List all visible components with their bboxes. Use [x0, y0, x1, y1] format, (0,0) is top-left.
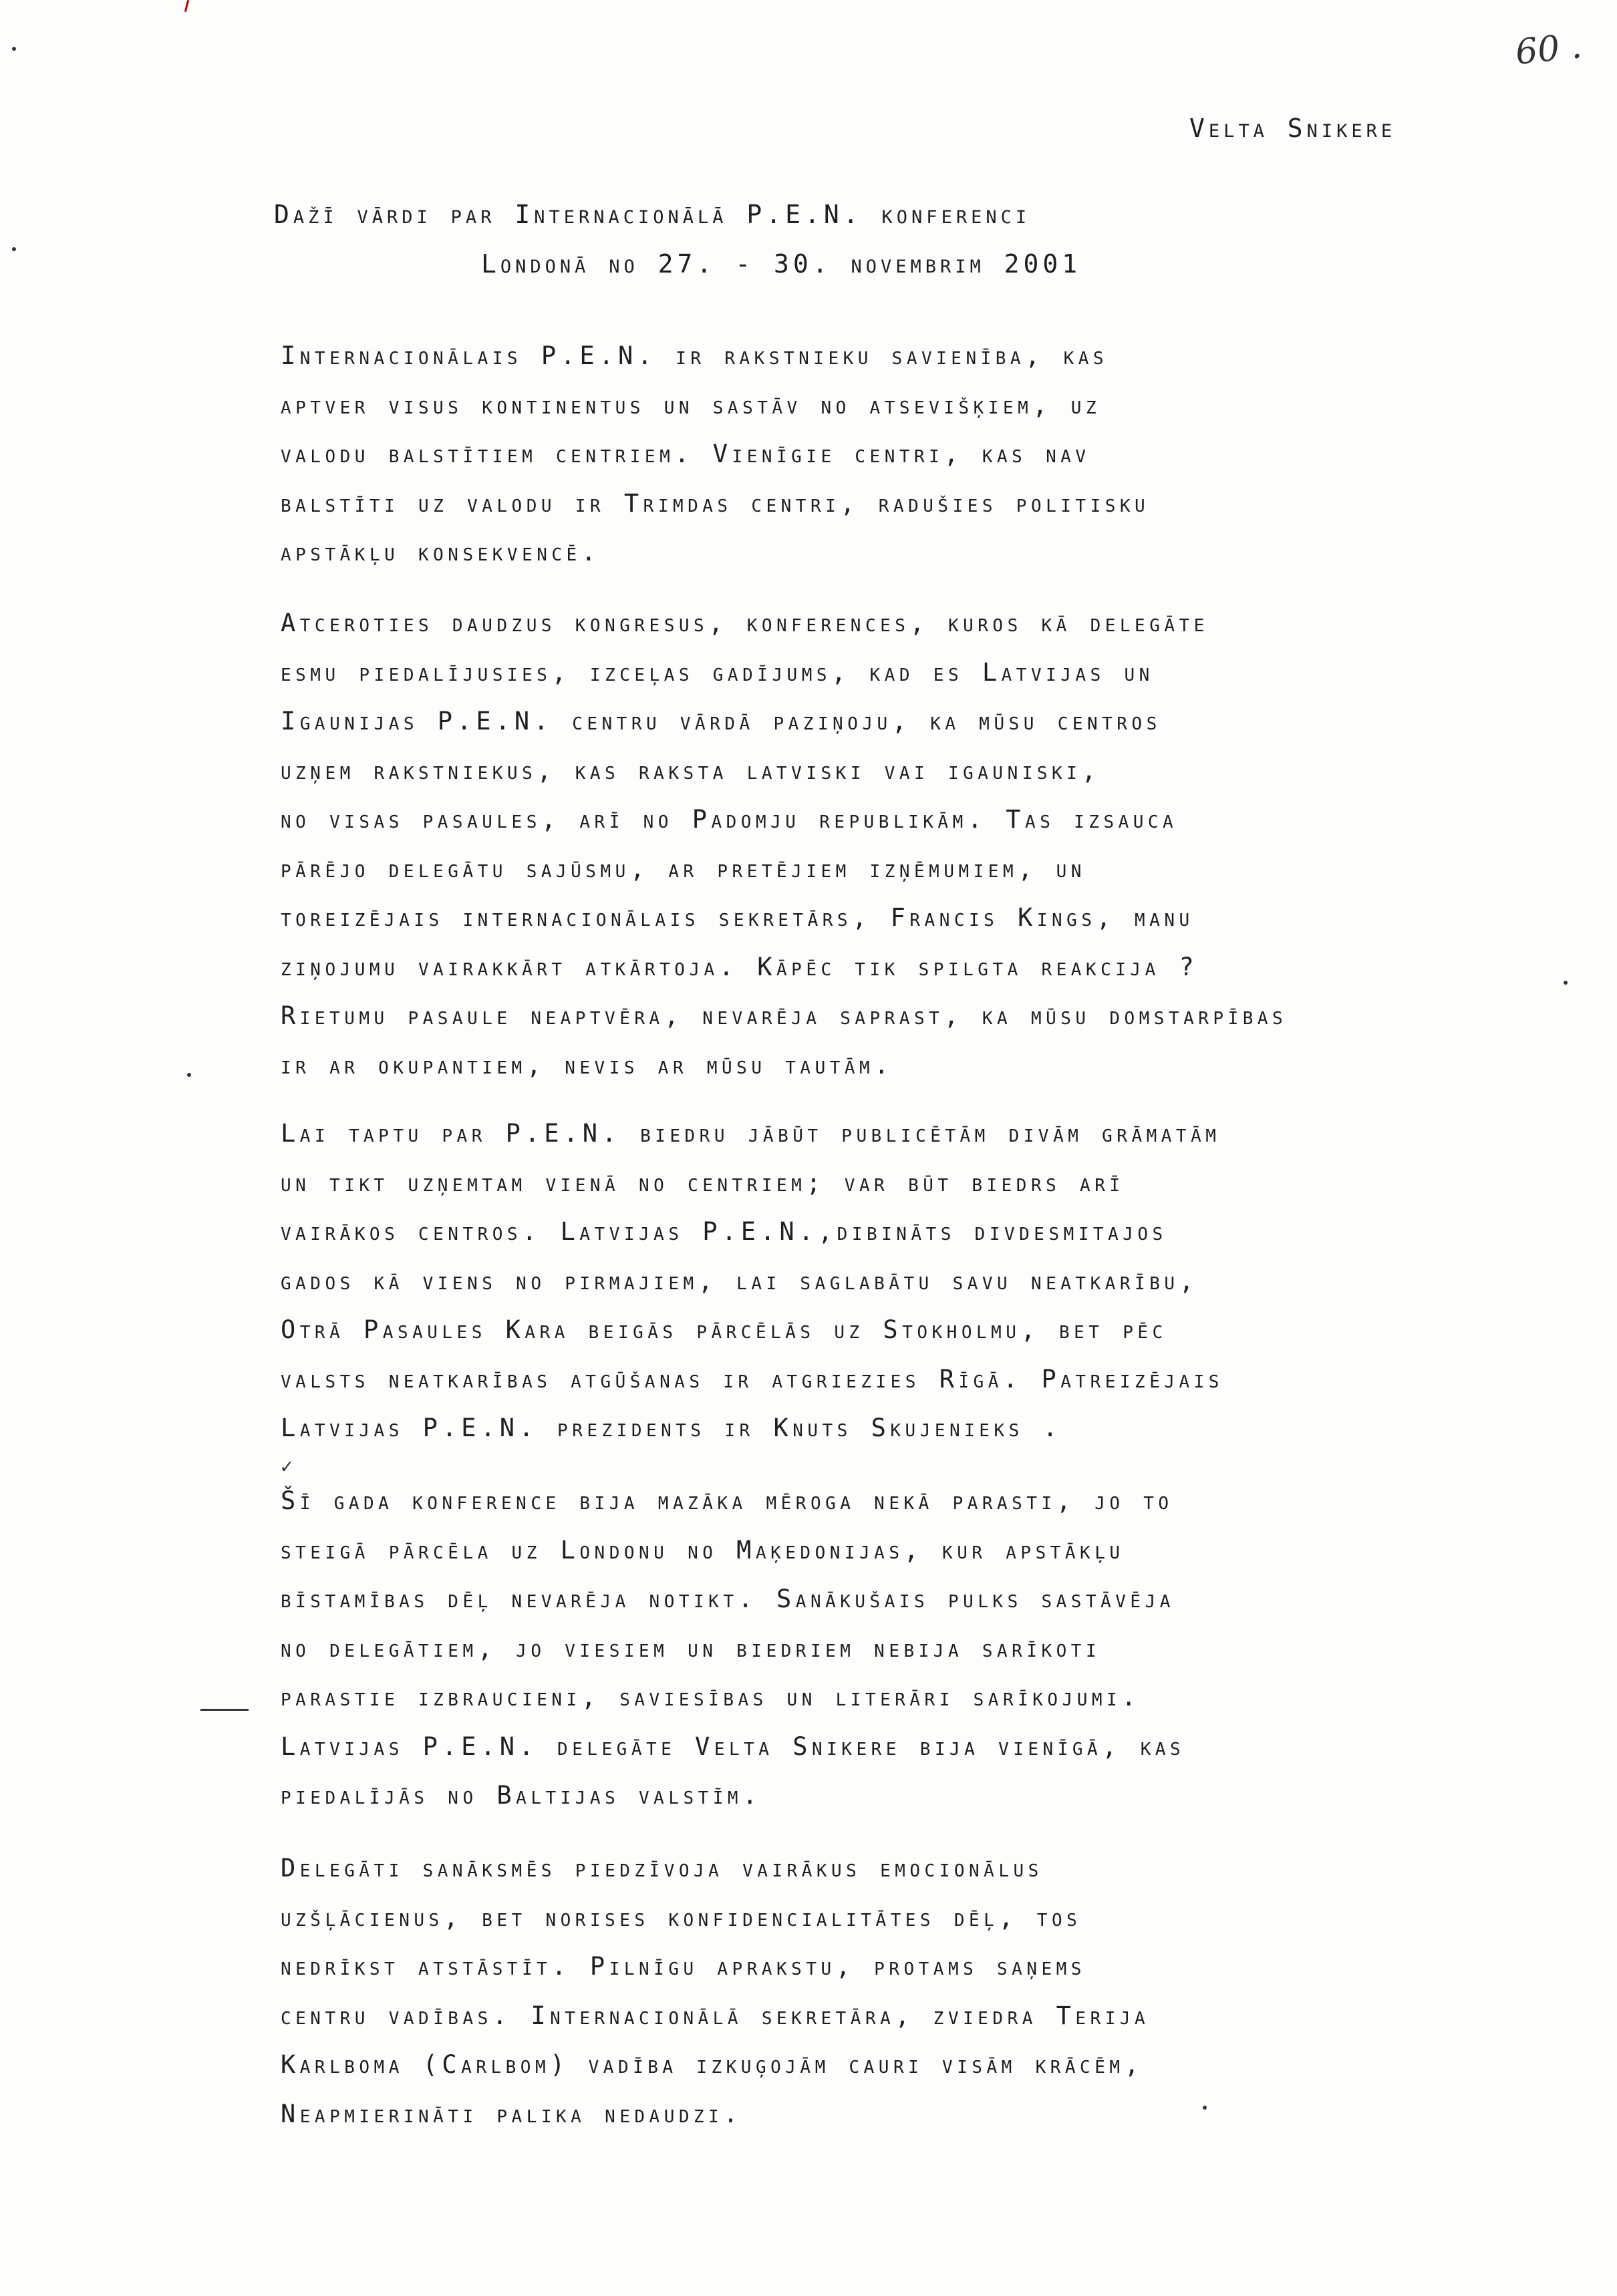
paragraph-2 [281, 599, 1550, 1090]
text-line: parastie izbraucieni, saviesības un literāri sarīkojumi. [281, 1683, 1141, 1711]
paragraph-5 [281, 1844, 1550, 2138]
text-line: esmu piedalījusies, izceļas gadījums, kad es Latvijas un [281, 657, 1154, 687]
text-line: un tikt uzņemtam vienā no centriem; var būt biedrs arī [281, 1168, 1125, 1197]
paragraph-4 [281, 1476, 1550, 1820]
text-line: vairākos centros. Latvijas P.E.N.,dibināts divdesmitajos [281, 1217, 1167, 1246]
text-line: gados kā viens no pirmajiem, lai saglabātu savu neatkarību, [281, 1266, 1199, 1295]
paragraph-3 [281, 1109, 1550, 1453]
text-line: no visas pasaules, arī no Padomju republikām. Tas izsauca [281, 805, 1178, 834]
text-line: Neapmierināti palika nedaudzi. [281, 2099, 743, 2128]
margin-dash-mark [200, 1709, 249, 1711]
scan-speck [1203, 2106, 1207, 2110]
text-line: toreizējais internacionālais sekretārs, Francis Kings, manu [281, 903, 1194, 932]
title-line-1: Dažī vārdi par Internacionālā P.E.N. konferenci [274, 200, 1031, 229]
text-line: balstīti uz valodu ir Trimdas centri, radušies politisku [281, 488, 1150, 518]
handwritten-check-mark: ✓ [281, 1455, 293, 1478]
text-line: Atceroties daudzus kongresus, konferences, kuros kā delegāte [281, 609, 1209, 637]
text-line: no delegātiem, jo viesiem un biedriem nebija sarīkoti [281, 1633, 1101, 1663]
text-line: uzšļācienus, bet norises konfidencialitātes dēļ, tos [281, 1903, 1082, 1932]
document-title [274, 190, 1477, 289]
text-line: Delegāti sanāksmēs piedzīvoja vairākus emocionālus [281, 1854, 1043, 1882]
scan-speck [12, 47, 16, 51]
text-line: ir ar okupantiem, nevis ar mūsu tautām. [281, 1050, 893, 1080]
text-line: steigā pārcēla uz Londonu no Maķedonijas, kur apstākļu [281, 1535, 1125, 1565]
text-line: uzņem rakstniekus, kas raksta latviski vai igauniski, [281, 756, 1101, 785]
text-line: bīstamības dēļ nevarēja notikt. Sanākušais pulks sastāvēja [281, 1585, 1175, 1613]
text-line: Rietumu pasaule neaptvēra, nevarēja saprast, ka mūsu domstarpības [281, 1001, 1288, 1030]
text-line: apstākļu konsekvencē. [281, 538, 601, 566]
paragraph-1 [281, 331, 1550, 577]
text-line: Lai taptu par P.E.N. biedru jābūt publicētām divām grāmatām [281, 1119, 1221, 1148]
text-line: ziņojumu vairakkārt atkārtoja. Kāpēc tik spilgta reakcija ? [281, 952, 1199, 981]
scan-speck [12, 247, 16, 251]
text-line: Latvijas P.E.N. delegāte Velta Snikere bija vienīgā, kas [281, 1732, 1185, 1761]
text-line: Otrā Pasaules Kara beigās pārcēlās uz Stokholmu, bet pēc [281, 1315, 1167, 1344]
text-line: valsts neatkarības atgūšanas ir atgriezies Rīgā. Patreizējais [281, 1364, 1223, 1393]
scan-speck [187, 1073, 191, 1077]
author-name: Velta Snikere [1189, 114, 1396, 143]
text-line: pārējo delegātu sajūsmu, ar pretējiem izņēmumiem, un [281, 854, 1086, 883]
text-line: nedrīkst atstāstīt. Pilnīgu aprakstu, protams saņems [281, 1952, 1086, 1981]
text-line: centru vadības. Internacionālā sekretāra, zviedra Terija [281, 2001, 1150, 2030]
handwritten-page-number: 60 . [1513, 25, 1584, 73]
scan-speck [1564, 981, 1568, 985]
text-line: Šī gada konference bija mazāka mēroga nekā parasti, jo to [281, 1486, 1173, 1515]
text-line: Igaunijas P.E.N. centru vārdā paziņoju, ka mūsu centros [281, 707, 1161, 735]
text-line: valodu balstītiem centriem. Vienīgie centri, kas nav [281, 440, 1090, 468]
text-line: Latvijas P.E.N. prezidents ir Knuts Skujenieks . [281, 1414, 1062, 1442]
text-line: Karlboma (Carlbom) vadība izkuģojām cauri visām krācēm, [281, 2050, 1144, 2079]
margin-tick-mark [184, 0, 189, 12]
title-line-2: Londonā no 27. - 30. novembrim 2001 [481, 249, 1082, 279]
text-line: Internacionālais P.E.N. ir rakstnieku savienība, kas [281, 341, 1109, 370]
text-line: piedalījās no Baltijas valstīm. [281, 1781, 762, 1810]
text-line: aptver visus kontinentus un sastāv no atsevišķiem, uz [281, 390, 1101, 420]
